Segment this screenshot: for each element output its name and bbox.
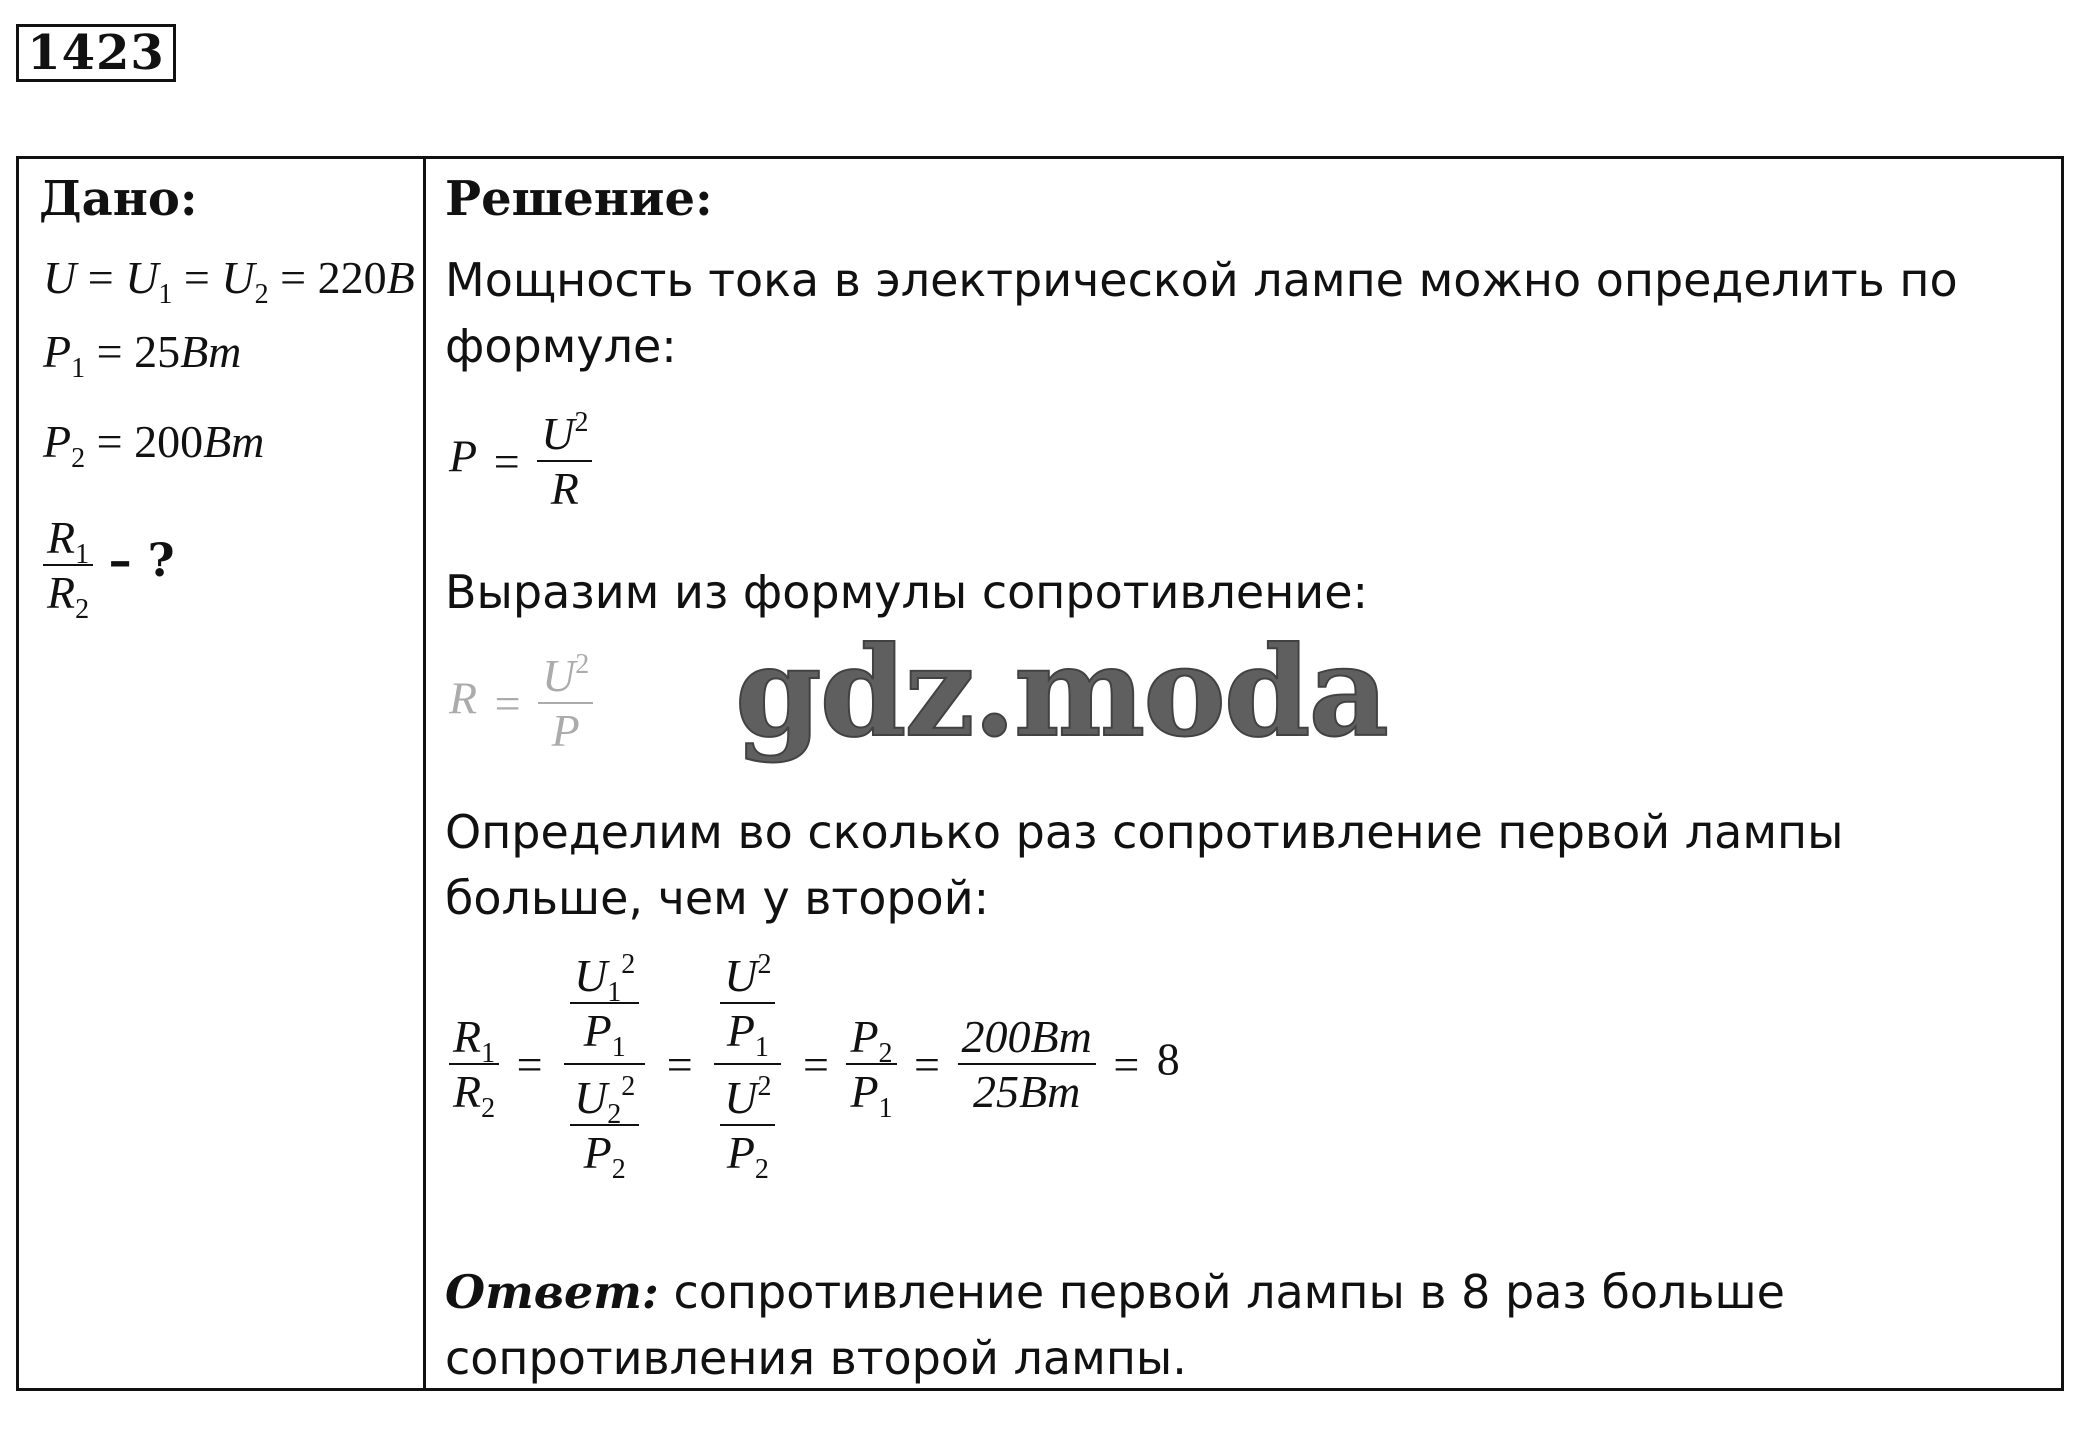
given-header: Дано:	[39, 171, 198, 227]
solution-table	[16, 156, 2064, 1391]
column-divider	[423, 159, 426, 1388]
watermark-logo: gdz.moda	[735, 620, 1387, 765]
formula-ratio: $\frac{R_1}{R_2}$ = $\frac{\frac{U_1^2}{P_1}}{\frac{U_2^2}{P_2}}$ = $\frac{\frac{U^2}{P_1}}{\frac{U^2}{P_2}}$ = $\frac{P_2}{P_1}$ = $\frac{200Bm}{25Bm}$ = 8	[449, 949, 1180, 1179]
solution-text-1: Мощность тока в электрической лампе можно определить по формуле:	[445, 253, 1958, 373]
given-power-2: $P_2 = 200Bm$	[43, 416, 265, 474]
solution-text-2: Выразим из формулы сопротивление:	[445, 565, 1368, 619]
given-voltage: $U = U_1 = U_2 = 220B$	[43, 252, 415, 310]
solution-text-3: Определим во сколько раз сопротивление первой лампы больше, чем у второй:	[445, 805, 1844, 925]
formula-power: P = $\frac{U^2}{R}$	[449, 407, 592, 515]
given-power-1: $P_1 = 25Bm$	[43, 326, 242, 384]
formula-resistance: R = $\frac{U^2}{P}$	[449, 649, 593, 757]
given-find: $\frac{R_1}{R_2}$ – ?	[43, 511, 175, 619]
problem-number: 1423	[16, 24, 176, 82]
answer: Ответ: сопротивление первой лампы в 8 раз больше сопротивления второй лампы.	[445, 1265, 1785, 1385]
solution-header: Решение:	[445, 171, 713, 227]
